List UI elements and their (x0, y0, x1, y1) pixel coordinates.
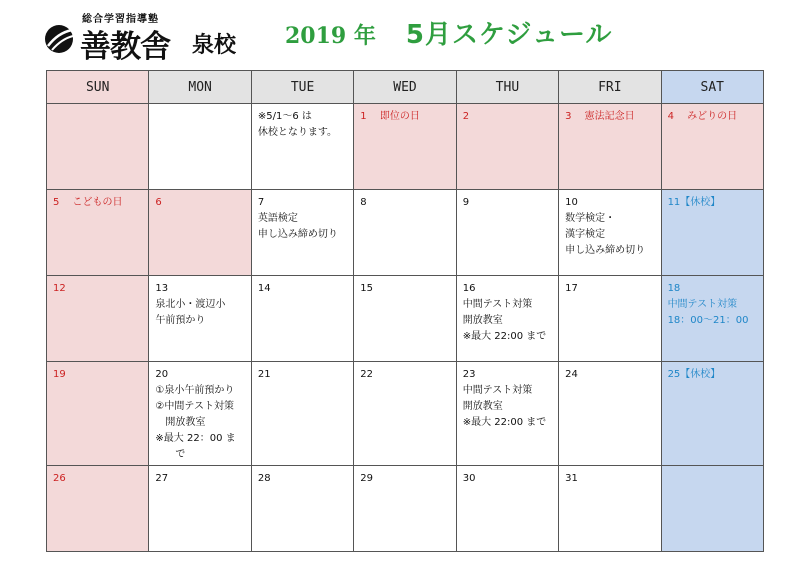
day-cell (149, 362, 251, 466)
day-note: 英語検定 申し込み締め切り (257, 213, 338, 240)
day-cell (559, 362, 661, 466)
day-number: 30 (462, 473, 476, 484)
day-cell (457, 276, 559, 362)
page-title (285, 14, 612, 51)
day-cell (662, 362, 764, 466)
weekday-header-wed: WED (354, 71, 456, 104)
day-number: 7 (257, 197, 265, 208)
day-number: 12 (53, 283, 66, 294)
day-number: 13 (155, 283, 169, 294)
day-cell (457, 362, 559, 466)
day-number: 9 (462, 197, 470, 208)
day-cell (149, 466, 251, 552)
day-cell (662, 466, 764, 552)
day-number: 26 (53, 473, 66, 484)
day-cell (149, 276, 251, 362)
day-cell (149, 190, 251, 276)
day-note: 中間テスト対策 開放教室 ※最大 22:00 まで (462, 385, 547, 428)
day-cell (354, 190, 456, 276)
day-number: 23 (462, 369, 476, 380)
day-cell (559, 104, 661, 190)
day-note: 泉北小・渡辺小 午前預かり (155, 299, 226, 326)
day-cell (354, 362, 456, 466)
day-number: 2 (462, 111, 470, 122)
day-cell (457, 190, 559, 276)
weekday-header-tue: TUE (252, 71, 354, 104)
day-number: 27 (155, 473, 169, 484)
day-cell (149, 104, 251, 190)
day-number: 17 (565, 283, 578, 294)
day-note: 中間テスト対策 18：00～21：00 (667, 299, 749, 326)
day-number: 31 (565, 473, 578, 484)
weekday-header-thu: THU (457, 71, 559, 104)
day-cell (47, 362, 149, 466)
day-cell (457, 466, 559, 552)
day-number: 19 (53, 369, 66, 380)
day-number: 25【休校】 (667, 369, 721, 380)
day-note: 中間テスト対策 開放教室 ※最大 22:00 まで (462, 299, 547, 342)
day-number: 22 (360, 369, 374, 380)
weekday-header-sat: SAT (662, 71, 764, 104)
schedule-calendar (46, 70, 764, 552)
logo-name: 善教舎 (80, 29, 170, 65)
day-number: 5 こどもの日 (53, 197, 123, 208)
day-cell (662, 190, 764, 276)
day-cell (559, 190, 661, 276)
logo-subtitle: 総合学習指導塾 (82, 14, 159, 25)
day-number: 28 (257, 473, 271, 484)
day-cell (47, 190, 149, 276)
title-month: 5月スケジュール (405, 20, 613, 50)
day-cell (47, 276, 149, 362)
day-cell (252, 466, 354, 552)
day-cell (47, 104, 149, 190)
day-cell (354, 276, 456, 362)
day-number: 6 (155, 197, 162, 208)
day-number: 11【休校】 (667, 197, 721, 208)
school-logo (44, 10, 244, 65)
day-number: 8 (360, 197, 367, 208)
day-number: 4 みどりの日 (667, 111, 738, 122)
day-number: 16 (462, 283, 476, 294)
day-cell (559, 466, 661, 552)
day-number: 15 (360, 283, 374, 294)
day-note: 数学検定・ 漢字検定 申し込み締め切り (565, 213, 646, 256)
day-cell (252, 362, 354, 466)
day-number: 29 (360, 473, 374, 484)
day-cell (252, 276, 354, 362)
day-cell (47, 466, 149, 552)
title-year: 2019 年 (285, 23, 376, 49)
day-note: ※5/1～6 は 休校となります。 (257, 111, 338, 138)
day-cell (354, 466, 456, 552)
day-cell (662, 276, 764, 362)
weekday-header-fri: FRI (559, 71, 661, 104)
day-cell (457, 104, 559, 190)
day-number: 18 (667, 283, 681, 294)
day-cell (252, 190, 354, 276)
day-number: 20 (155, 369, 169, 380)
logo-swoosh-icon (44, 24, 74, 54)
day-note: ①泉小午前預かり ②中間テスト対策 開放教室 ※最大 22：00 ま で (155, 385, 236, 460)
day-cell (252, 104, 354, 190)
weekday-header-sun: SUN (47, 71, 149, 104)
day-cell (662, 104, 764, 190)
day-number: 21 (257, 369, 271, 380)
weekday-header-mon: MON (149, 71, 251, 104)
day-number: 1 即位の日 (360, 111, 420, 122)
day-cell (354, 104, 456, 190)
day-number: 24 (565, 369, 578, 380)
day-cell (559, 276, 661, 362)
logo-branch: 泉校 (192, 33, 237, 58)
day-number: 10 (565, 197, 578, 208)
day-number: 3 憲法記念日 (565, 111, 635, 122)
day-number: 14 (257, 283, 271, 294)
